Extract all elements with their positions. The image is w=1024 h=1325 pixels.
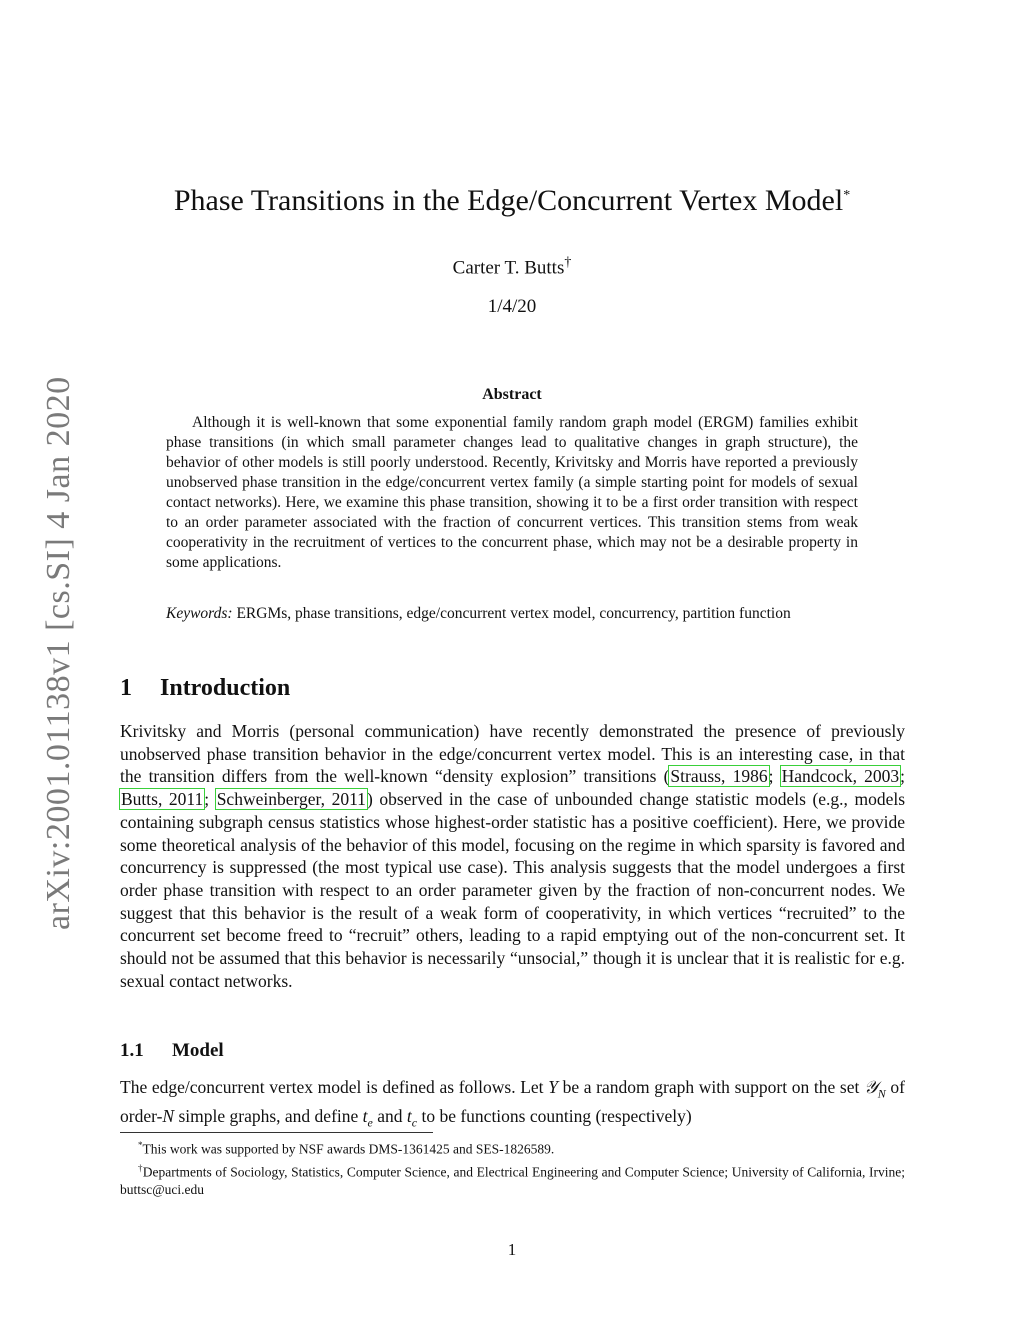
subsection-heading-model bbox=[120, 1040, 224, 1062]
subsection-number: 1.1 bbox=[120, 1040, 144, 1061]
citation-schweinberger[interactable]: Schweinberger, 2011 bbox=[216, 789, 366, 810]
model-paragraph: The edge/concurrent vertex model is defined as follows. Let Y be a random graph with support on the set 𝒴$_N$ of order-N simple graphs, and define $t_e$ and $t_c$ to be functions counting (respectively) bbox=[120, 1077, 905, 1130]
author bbox=[0, 255, 1024, 279]
footnotes bbox=[120, 1136, 905, 1199]
date: 1/4/20 bbox=[487, 296, 537, 317]
arxiv-identifier-stamp: arXiv:2001.01138v1 [cs.SI] 4 Jan 2020 bbox=[40, 376, 77, 930]
math-set-YN: 𝒴$_N$ bbox=[864, 1077, 886, 1101]
footnote-funding: *This work was supported by NSF awards DMS-1361425 and SES-1826589. bbox=[138, 1140, 555, 1157]
author-name: Carter T. Butts bbox=[452, 257, 565, 279]
title-text: Phase Transitions in the Edge/Concurrent Vertex Model bbox=[173, 184, 844, 217]
section-title: Introduction bbox=[160, 675, 291, 701]
introduction-paragraph: Krivitsky and Morris (personal communication) have recently demonstrated the presence of previously unobserved phase transition behavior in the edge/concurrent vertex model. This is an interesting case, in that the transition differs from the well-known “density explosion” transitions (Strauss, 1986; Handcock, 2003; Butts, 2011; Schweinberger, 2011) observed in the case of unbounded change statistic models (e.g., models containing subgraph census statistics whose highest-order statistic has a positive coefficient). Here, we provide some theoretical analysis of the behavior of this model, focusing on the regime in which sparsity is favored and concurrency is suppressed (the most typical use case). This analysis suggests that the model undergoes a first order phase transition with respect to an order parameter given by the fraction of non-concurrent nodes. We suggest that this behavior is the result of a weak form of cooperativity, in which vertices “recruited” to the concurrent set become freed to “recruit” others, leading to a rapid emptying out of the non-concurrent set. It should not be assumed that this behavior is necessarily “unsocial,” though it is unclear that it is realistic for e.g. sexual contact networks. bbox=[120, 721, 906, 991]
section-heading-introduction bbox=[120, 675, 290, 702]
page-number: 1 bbox=[507, 1240, 517, 1259]
intro-text-start: Krivitsky and Morris (personal communication) have recently demonstrated the presence of previously unobserved phase transition behavior in the edge/concurrent vertex model. This is an interesting case, in that the transition differs from the well-known “density explosion” transitions ( bbox=[120, 721, 905, 787]
author-footnote-mark: † bbox=[564, 255, 572, 270]
keywords-text: ERGMs, phase transitions, edge/concurrent vertex model, concurrency, partition function bbox=[236, 605, 791, 622]
keywords-label: Keywords: bbox=[166, 605, 233, 622]
footnote-rule bbox=[120, 1132, 433, 1133]
footnote-affiliation: †Departments of Sociology, Statistics, Computer Science, and Electrical Engineering and Computer Science; University of California, Irvine; buttsc@uci.edu bbox=[120, 1162, 905, 1197]
citation-butts[interactable]: Butts, 2011 bbox=[121, 789, 204, 810]
paper-title bbox=[0, 184, 1024, 218]
section-number: 1 bbox=[120, 675, 132, 701]
intro-text-end: ) observed in the case of unbounded change statistic models (e.g., models containing subgraph census statistics whose highest-order statistic has a positive coefficient). Here, we provide some theoretical analysis of the behavior of this model, focusing on the regime in which sparsity is favored and concurrency is suppressed (the most typical use case). This analysis suggests that the model undergoes a first order phase transition with respect to an order parameter given by the fraction of non-concurrent nodes. We suggest that this behavior is the result of a weak form of cooperativity, in which vertices “recruited” to the concurrent set become freed to “recruit” others, leading to a rapid emptying out of the non-concurrent set. It should not be assumed that this behavior is necessarily “unsocial,” though it is unclear that it is realistic for e.g. sexual contact networks. bbox=[120, 789, 906, 991]
abstract-heading: Abstract bbox=[482, 386, 542, 403]
keywords bbox=[166, 604, 858, 624]
citation-strauss[interactable]: Strauss, 1986 bbox=[670, 766, 768, 787]
citation-handcock[interactable]: Handcock, 2003 bbox=[781, 766, 900, 787]
math-tc: $t_c$ bbox=[406, 1106, 418, 1130]
subsection-title: Model bbox=[172, 1040, 224, 1061]
math-N: N bbox=[162, 1106, 175, 1127]
title-footnote-mark: * bbox=[843, 188, 851, 203]
abstract-body: Although it is well-known that some exponential family random graph model (ERGM) families exhibit phase transitions (in which small parameter changes lead to qualitative changes in graph structure), the behavior of other models is still poorly understood. Recently, Krivitsky and Morris have reported a previously unobserved phase transition in the edge/concurrent vertex family (a simple starting point for models of sexual contact networks). Here, we examine this phase transition, showing it to be a first order transition with respect to an order parameter associated with the fraction of concurrent vertices. This transition stems from weak cooperativity in the recruitment of vertices to the concurrent phase, which may not be a desirable property in some applications. bbox=[166, 414, 858, 571]
math-te: $t_e$ bbox=[362, 1106, 373, 1130]
math-Y: Y bbox=[548, 1077, 558, 1097]
